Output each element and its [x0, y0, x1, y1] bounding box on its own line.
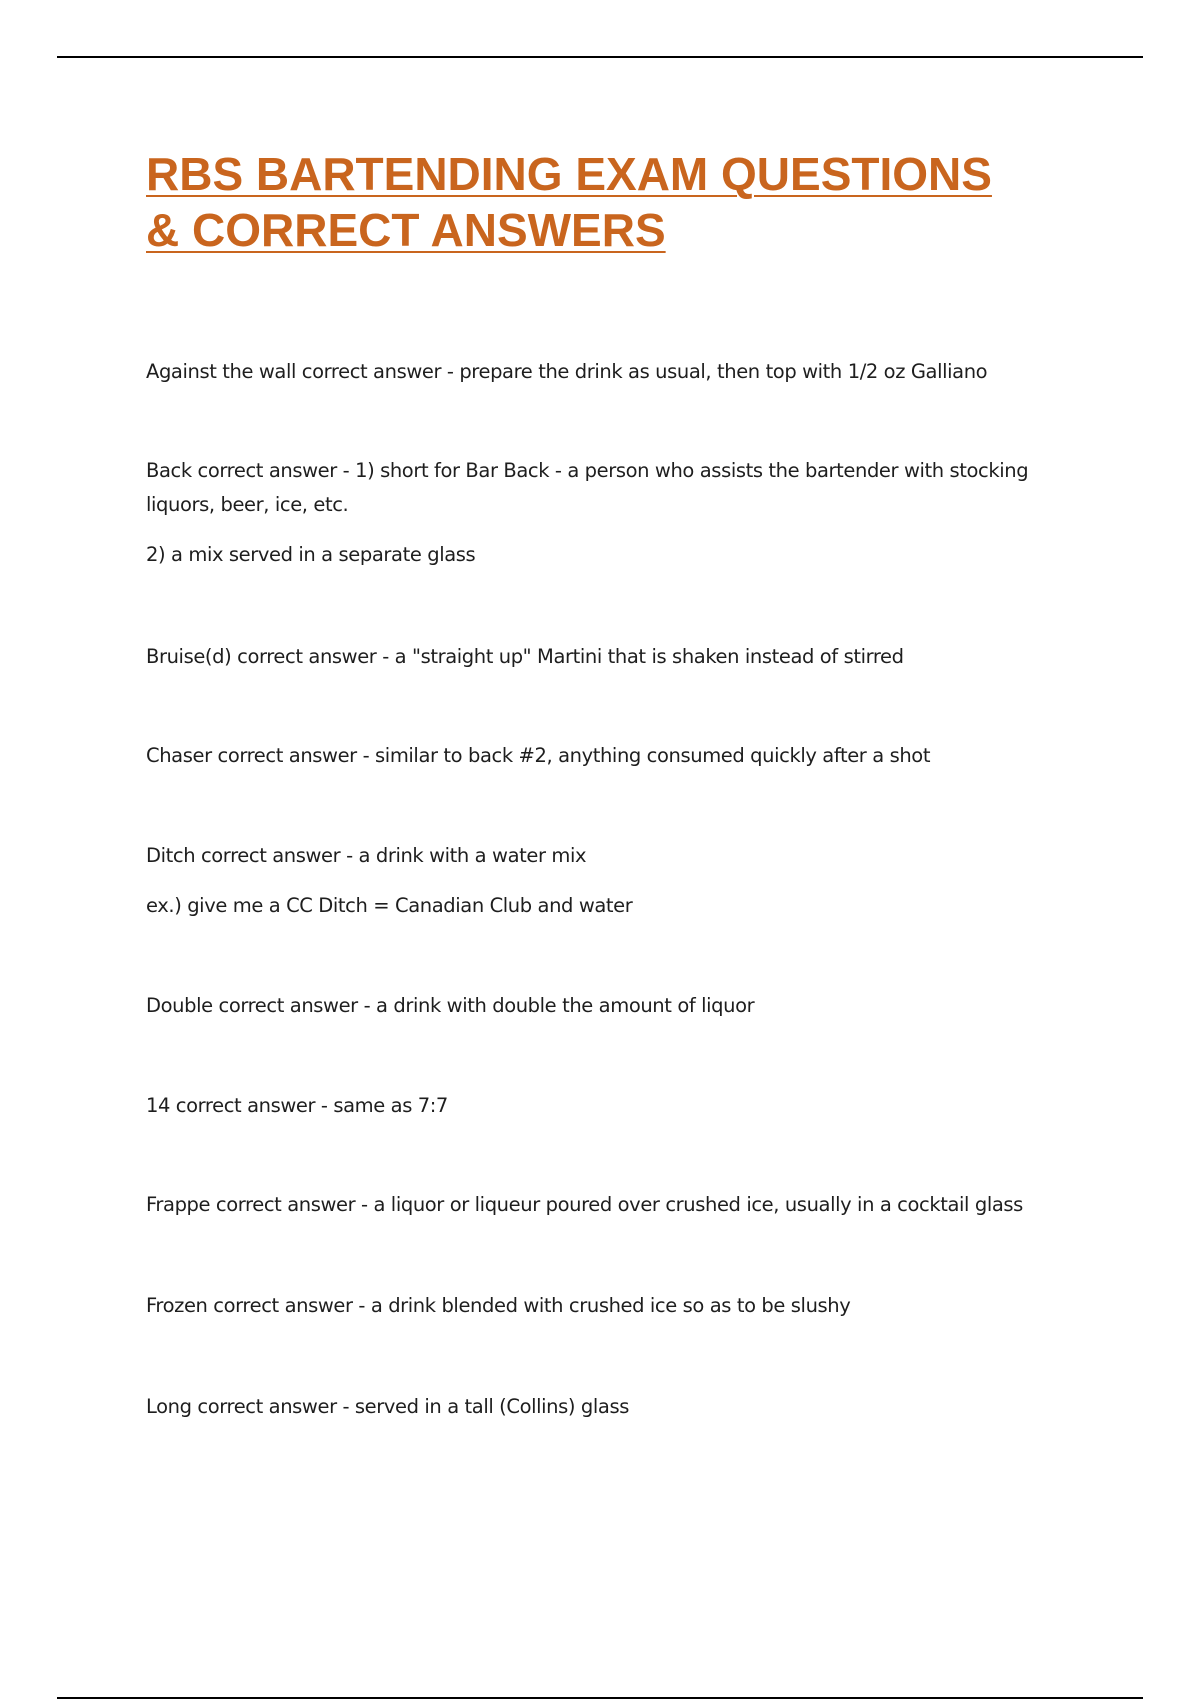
glossary-entry-chaser	[146, 739, 1076, 773]
glossary-entry-bruised	[146, 640, 1076, 674]
entry-text-continued: ex.) give me a CC Ditch = Canadian Club and water	[146, 894, 633, 917]
glossary-entry-against-the-wall	[146, 355, 1076, 389]
entry-text: Frappe correct answer - a liquor or liqueur poured over crushed ice, usually in a cocktail glass	[146, 1193, 1023, 1216]
entry-text-continued: 2) a mix served in a separate glass	[146, 543, 476, 566]
entry-text: Frozen correct answer - a drink blended with crushed ice so as to be slushy	[146, 1294, 851, 1317]
title-line-2: & CORRECT ANSWERS	[146, 204, 666, 256]
top-divider	[57, 56, 1143, 58]
glossary-entry-back	[146, 454, 1076, 572]
entry-text: Long correct answer - served in a tall (Collins) glass	[146, 1395, 629, 1418]
entry-text: Bruise(d) correct answer - a "straight up" Martini that is shaken instead of stirred	[146, 645, 904, 668]
glossary-entry-double	[146, 989, 1076, 1023]
glossary-entry-14	[146, 1089, 1076, 1123]
document-title	[146, 146, 1086, 258]
entry-text: Double correct answer - a drink with double the amount of liquor	[146, 994, 755, 1017]
glossary-entry-long	[146, 1390, 1076, 1424]
entry-text: Ditch correct answer - a drink with a water mix	[146, 844, 587, 867]
bottom-divider	[57, 1697, 1143, 1699]
glossary-entry-ditch	[146, 839, 1076, 923]
entry-text: 14 correct answer - same as 7:7	[146, 1094, 448, 1117]
entry-text: Against the wall correct answer - prepare the drink as usual, then top with 1/2 oz Galliano	[146, 360, 988, 383]
glossary-entry-frozen	[146, 1289, 1076, 1323]
glossary-entry-frappe	[146, 1188, 1076, 1222]
entry-text: Back correct answer - 1) short for Bar Back - a person who assists the bartender with stocking liquors, beer, ice, etc.	[146, 459, 1029, 516]
entry-text: Chaser correct answer - similar to back #2, anything consumed quickly after a shot	[146, 744, 931, 767]
title-line-1: RBS BARTENDING EXAM QUESTIONS	[146, 148, 992, 200]
